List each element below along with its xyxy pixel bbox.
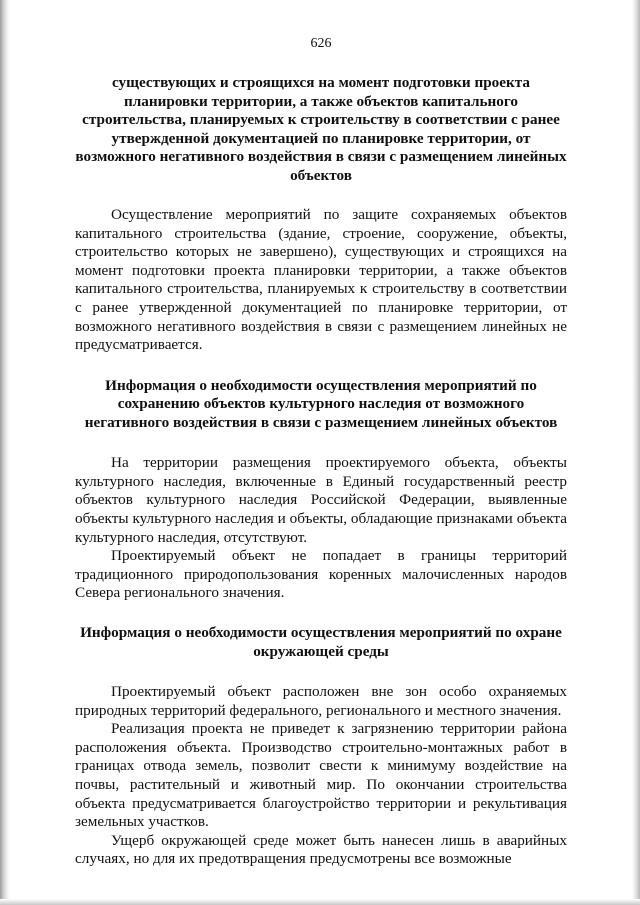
scan-shadow-left xyxy=(0,0,10,905)
section-heading-cultural-heritage: Информация о необходимости осуществления мероприятий по сохранению объектов культурного наследия от возможного негативного воздействия в связи с размещением линейных объектов xyxy=(84,376,558,431)
paragraph-traditional-land-use: Проектируемый объект не попадает в границы территорий традиционного природопользования коренных малочисленных народов Севера регионального значения. xyxy=(75,547,567,602)
section-heading-environment: Информация о необходимости осуществления мероприятий по охране окружающей среды xyxy=(80,624,562,660)
scan-shadow-right xyxy=(632,0,640,905)
paragraph-protection-measures: Осуществление мероприятий по защите сохраняемых объектов капитального строительства (здание, строение, сооружение, объекты, строительство которых не завершено), существующих и строящихся на момент подготовки проекта планировки территории, а также объектов капитального строительства, планируемых к строительству в соответствии с ранее утвержденной документацией по планировке территории, от возможного негативного воздействия в связи с размещением линейных не предусматривается. xyxy=(75,206,567,354)
paragraph-protected-areas: Проектируемый объект расположен вне зон особо охраняемых природных территорий федерального, регионального и местного значения. xyxy=(75,683,567,719)
paragraph-environmental-damage: Ущерб окружающей среде может быть нанесен лишь в аварийных случаях, но для их предотвращения предусмотрены все возможные xyxy=(75,831,567,868)
document-page xyxy=(75,36,567,869)
paragraph-project-impact: Реализация проекта не приведет к загрязнению территории района расположения объекта. Производство строительно-монтажных работ в границах отвода земель, позволит свести к минимуму воздействие на почвы, растительный и животный мир. По окончании строительства объекта предусматривается благоустройство территории и рекультивация земельных участков. xyxy=(75,720,567,831)
section-heading-protection: существующих и строящихся на момент подготовки проекта планировки территории, а также объектов капитального строительства, планируемых к строительству в соответствии с ранее утвержденной документацией по планировке территории, от возможного негативного воздействия в связи с размещением линейных объектов xyxy=(75,74,567,184)
page-number: 626 xyxy=(310,36,332,51)
scan-shadow-bottom xyxy=(0,899,640,905)
paragraph-cultural-heritage: На территории размещения проектируемого объекта, объекты культурного наследия, включенные в Единый государственный реестр объектов культурного наследия Российской Федерации, выявленные объекты культурного наследия и объекты, обладающие признаками объекта культурного наследия, отсутствуют. xyxy=(75,454,567,546)
